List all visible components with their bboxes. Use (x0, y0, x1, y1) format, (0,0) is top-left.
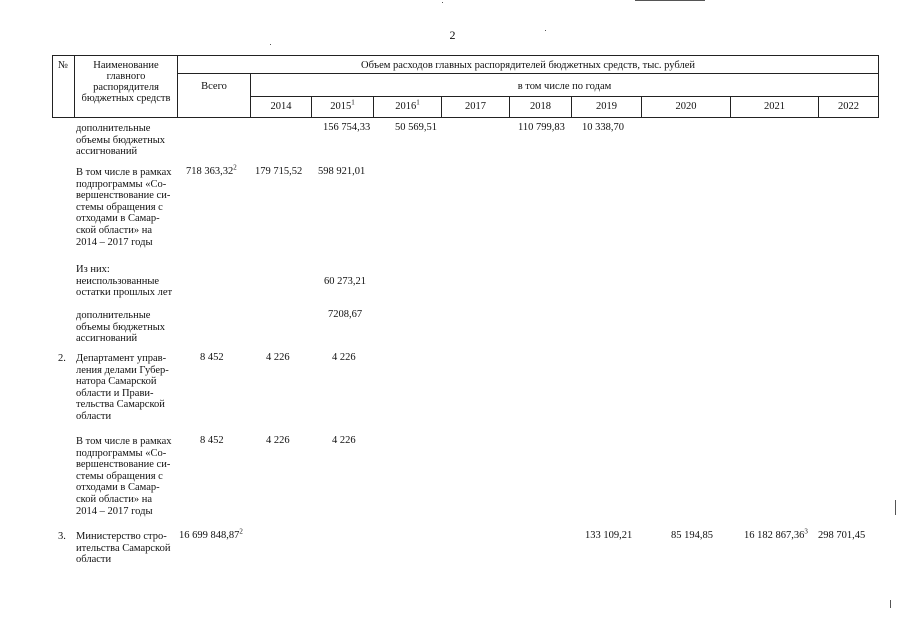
header-year: 2022 (838, 101, 859, 112)
row-name: дополнительные объемы бюджетных ассигнований (76, 310, 166, 345)
row-name: Департамент управ- ления делами Губер- натора Самарской области и Прави- тельства Самарской области (76, 353, 169, 422)
row-number: 3. (58, 531, 66, 542)
row-name: В том числе в рамках подпрограммы «Со- вершенствование си- стемы обращения с отходами в Самар- ской области» на 2014 – 2017 годы (76, 167, 172, 248)
header-year: 2018 (530, 101, 551, 112)
value-2014: 4 226 (266, 352, 290, 363)
header-year: 2020 (675, 101, 697, 112)
row-name: Министерство стро- ительства Самарской области (76, 531, 171, 566)
scan-speck (270, 44, 271, 45)
header-year: 2016$^1$ (395, 98, 420, 112)
value-2014: 4 226 (266, 435, 290, 446)
row-name: Из них: неиспользованные остатки прошлых лет (76, 264, 173, 299)
header-year: 2015$^1$ (330, 98, 355, 112)
value-total: 8 452 (200, 352, 224, 363)
header-year: 2014 (270, 101, 292, 112)
value-2015: 4 226 (332, 435, 356, 446)
table-right-border (878, 55, 879, 118)
scan-speck (545, 30, 546, 31)
header-name: Наименование главного распорядителя бюджетных средств (81, 60, 171, 104)
value-total: 718 363,32$^2$ (186, 163, 237, 177)
value-2015: 156 754,33 (323, 122, 371, 133)
value-2015: 7208,67 (328, 309, 363, 320)
value-total: 16 699 848,87$^2$ (179, 527, 243, 541)
value-2019: 10 338,70 (582, 122, 624, 133)
value-2021: 16 182 867,36$^3$ (744, 527, 808, 541)
header-volume-title: Объем расходов главных распорядителей бюджетных средств, тыс. рублей (360, 60, 695, 71)
header-by-years: в том числе по годам (517, 81, 612, 92)
scan-speck (895, 500, 896, 515)
years-label-divider (250, 96, 879, 97)
scan-speck (890, 600, 891, 608)
value-2015: 4 226 (332, 352, 356, 363)
header-year: 2017 (465, 101, 486, 112)
value-2016: 50 569,51 (395, 122, 437, 133)
value-2018: 110 799,83 (518, 122, 565, 133)
row-name: В том числе в рамках подпрограммы «Со- вершенствование си- стемы обращения с отходами в Самар- ской области» на 2014 – 2017 годы (76, 436, 172, 517)
header-total: Всего (201, 81, 227, 92)
value-2020: 85 194,85 (671, 530, 713, 541)
scan-speck (635, 0, 705, 1)
value-2022: 298 701,45 (818, 530, 866, 541)
row-number: 2. (58, 353, 66, 364)
value-2015: 598 921,01 (318, 166, 366, 177)
page-number: 2 (449, 28, 456, 42)
value-total: 8 452 (200, 435, 224, 446)
header-year: 2021 (764, 101, 785, 112)
header-num: № (57, 60, 69, 71)
scan-speck (442, 2, 443, 3)
value-2015: 60 273,21 (324, 276, 366, 287)
row-name: дополнительные объемы бюджетных ассигнований (76, 123, 166, 158)
header-year: 2019 (596, 101, 617, 112)
value-2014: 179 715,52 (255, 166, 303, 177)
value-2019: 133 109,21 (585, 530, 633, 541)
header-subtitle-divider (177, 73, 879, 74)
